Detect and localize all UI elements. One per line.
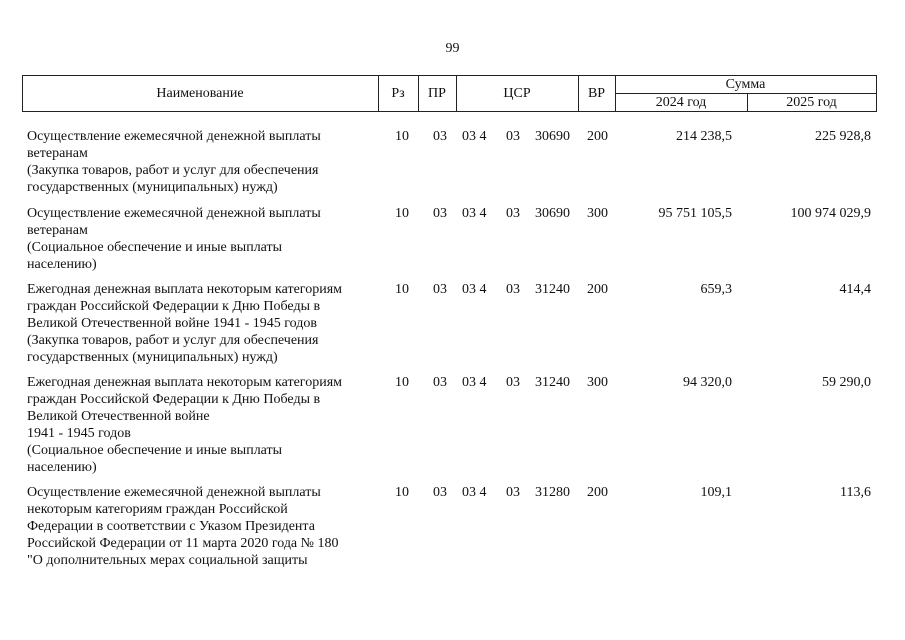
row-vr: 200: [587, 129, 608, 144]
header-name: Наименование: [156, 86, 244, 101]
row-csr-subprogram: 03: [506, 206, 520, 221]
table-header: [0, 0, 905, 120]
header-vline: [876, 75, 877, 111]
row-vr: 300: [587, 375, 608, 390]
row-rz: 10: [395, 206, 409, 221]
header-rz: Рз: [391, 86, 405, 101]
row-sum-2025: 59 290,0: [822, 375, 871, 390]
row-csr-program: 03 4: [462, 485, 487, 500]
row-sum-2025: 414,4: [839, 282, 871, 297]
row-pr: 03: [433, 129, 447, 144]
row-csr-subprogram: 03: [506, 129, 520, 144]
row-csr-subprogram: 03: [506, 485, 520, 500]
row-csr-program: 03 4: [462, 282, 487, 297]
row-rz: 10: [395, 375, 409, 390]
header-year-2024: 2024 год: [655, 95, 707, 110]
header-vr: ВР: [587, 86, 606, 101]
row-name: Осуществление ежемесячной денежной выплаты ветеранам (Социальное обеспечение и иные выплаты населению): [27, 206, 321, 272]
row-name: Ежегодная денежная выплата некоторым категориям граждан Российской Федерации к Дню Победы в Великой Отечественной войне 1941 - 1945 годов (Социальное обеспечение и иные выплаты населению): [27, 375, 342, 475]
row-csr-code: 31280: [535, 485, 570, 500]
row-pr: 03: [433, 485, 447, 500]
row-pr: 03: [433, 282, 447, 297]
header-bottom-border: [22, 111, 877, 112]
row-vr: 200: [587, 282, 608, 297]
row-csr-program: 03 4: [462, 206, 487, 221]
row-name: Осуществление ежемесячной денежной выплаты некоторым категориям граждан Российской Федерации в соответствии с Указом Президента Российской Федерации от 11 марта 2020 года № 180 "О дополнительных мерах социальной защиты: [27, 485, 339, 568]
row-sum-2025: 113,6: [840, 485, 871, 500]
row-sum-2025: 100 974 029,9: [790, 206, 871, 221]
row-name: Осуществление ежемесячной денежной выплаты ветеранам (Закупка товаров, работ и услуг для обеспечения государственных (муниципальных) нужд): [27, 129, 321, 195]
header-top-border: [22, 75, 877, 76]
page-number: 99: [445, 41, 460, 56]
header-sum-divider: [615, 93, 877, 94]
row-pr: 03: [433, 206, 447, 221]
row-csr-code: 30690: [535, 206, 570, 221]
row-sum-2024: 109,1: [700, 485, 732, 500]
row-csr-subprogram: 03: [506, 375, 520, 390]
row-csr-program: 03 4: [462, 129, 487, 144]
header-csr: ЦСР: [503, 86, 531, 101]
row-rz: 10: [395, 129, 409, 144]
row-rz: 10: [395, 282, 409, 297]
row-csr-code: 31240: [535, 282, 570, 297]
row-sum-2024: 94 320,0: [683, 375, 732, 390]
row-rz: 10: [395, 485, 409, 500]
row-sum-2025: 225 928,8: [815, 129, 871, 144]
row-name: Ежегодная денежная выплата некоторым категориям граждан Российской Федерации к Дню Победы в Великой Отечественной войне 1941 - 1945 годов (Закупка товаров, работ и услуг для обеспечения государственных (муниципальных) нужд): [27, 282, 342, 365]
row-csr-program: 03 4: [462, 375, 487, 390]
row-vr: 200: [587, 485, 608, 500]
header-year-2025: 2025 год: [786, 95, 837, 110]
row-sum-2024: 214 238,5: [676, 129, 732, 144]
row-csr-code: 30690: [535, 129, 570, 144]
row-pr: 03: [433, 375, 447, 390]
row-csr-code: 31240: [535, 375, 570, 390]
row-sum-2024: 95 751 105,5: [658, 206, 732, 221]
header-pr: ПР: [428, 86, 446, 101]
row-vr: 300: [587, 206, 608, 221]
row-sum-2024: 659,3: [700, 282, 732, 297]
header-sum: Сумма: [725, 77, 766, 92]
row-csr-subprogram: 03: [506, 282, 520, 297]
